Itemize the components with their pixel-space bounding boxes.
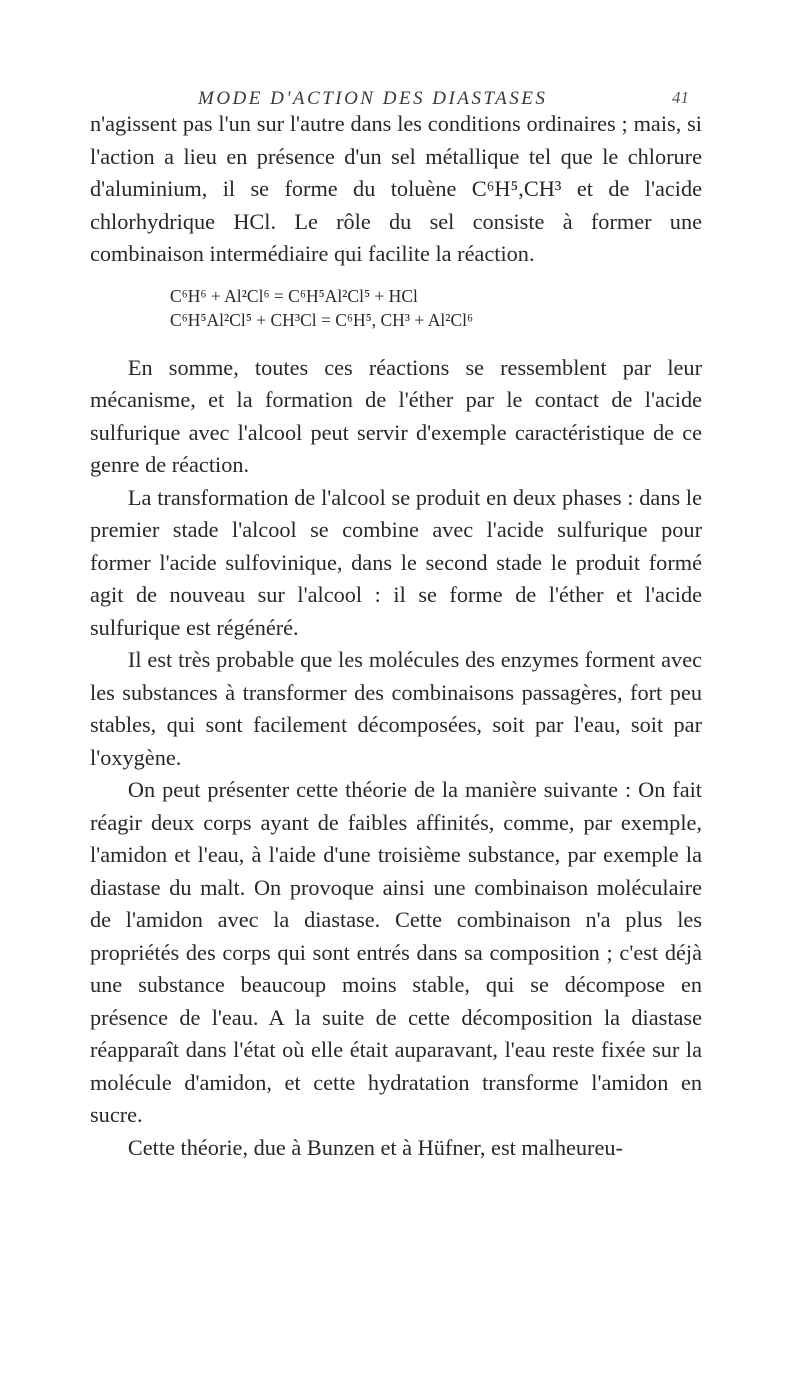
page-number: 41 [672, 88, 689, 107]
paragraph: Cette théorie, due à Bunzen et à Hüfner, est malheureu- [127, 1134, 623, 1160]
body-text [90, 108, 702, 1164]
paragraph: La transformation de l'alcool se produit en deux phases : dans le premier stade l'alcool se combine avec l'acide sulfurique pour former l'acide sulfovinique, dans le second stade le produit formé agit de nouveau sur l'alcool : il se forme de l'éther et l'acide sulfurique est régénéré. [90, 484, 702, 640]
equation: C⁶H⁵Al²Cl⁵ + CH³Cl = C⁶H⁵, CH³ + Al²Cl⁶ [170, 309, 474, 330]
paragraph: Il est très probable que les molécules des enzymes forment avec les substances à transformer des combinaisons passagères, fort peu stables, qui sont facilement décomposées, soit par l'eau, soit par l'oxygène. [90, 647, 702, 770]
paragraph: On peut présenter cette théorie de la manière suivante : On fait réagir deux corps ayant de faibles affinités, comme, par exemple, l'amidon et l'eau, à l'aide d'une troisième substance, par exemple la diastase du malt. On provoque ainsi une combinaison moléculaire de l'amidon avec la diastase. Cette combinaison n'a plus les propriétés des corps qui sont entrés dans sa composition ; c'est déjà une substance beaucoup moins stable, qui se décompose en présence de l'eau. A la suite de cette décomposition la diastase réapparaît dans l'état où elle était auparavant, l'eau reste fixée sur la molécule d'amidon, et cette hydratation transforme l'amidon en sucre. [90, 777, 702, 1127]
paragraph: n'agissent pas l'un sur l'autre dans les conditions ordinaires ; mais, si l'action a lieu en présence d'un sel métallique tel que le chlorure d'aluminium, il se forme du toluène C⁶H⁵,CH³ et de l'acide chlorhydrique HCl. Le rôle du sel consiste à former une combinaison intermédiaire qui facilite la réaction. [90, 111, 702, 266]
equation: C⁶H⁶ + Al²Cl⁶ = C⁶H⁵Al²Cl⁵ + HCl [170, 285, 418, 306]
chemical-equations [90, 284, 702, 332]
running-title: MODE D'ACTION DES DIASTASES [198, 88, 548, 109]
paragraph: En somme, toutes ces réactions se ressemblent par leur mécanisme, et la formation de l'éther par le contact de l'acide sulfurique avec l'alcool peut servir d'exemple caractéristique de ce genre de réaction. [90, 354, 702, 477]
